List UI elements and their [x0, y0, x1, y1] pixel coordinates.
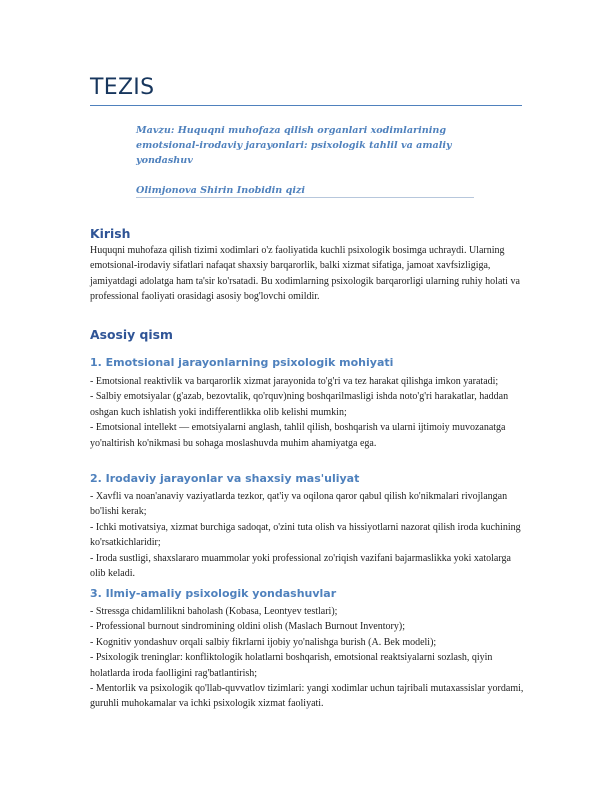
- list-item: - Psixologik treninglar: konfliktologik holatlarni boshqarish, emotsional reaktsiyalarni sozlash, qiyin holatlarda iroda faolligini rag'batlantirish;: [90, 652, 493, 679]
- intro-paragraph: Huquqni muhofaza qilish tizimi xodimlari o'z faoliyatida kuchli psixologik bosimga uchraydi. Ularning emotsional-irodaviy sifatlari nafaqat shaxsiy barqarorlik, balki xizmat sifatiga, jamoat xavfsizligiga, jamiyatdagi adolatga ham ta'sir ko'rsatadi. Bu xodimlarning psixologik barqarorligi ularning ruhiy holati va professional faoliyati orasidagi asosiy bog'lovchi omildir.: [90, 245, 520, 303]
- intro-heading: Kirish: [90, 226, 131, 241]
- list-item: - Kognitiv yondashuv orqali salbiy fikrlarni ijobiy yo'nalishga burish (A. Bek modeli);: [90, 636, 437, 648]
- document-title: TEZIS: [90, 75, 155, 100]
- list-item: - Xavfli va noan'anaviy vaziyatlarda tezkor, qat'iy va oqilona qaror qabul qilish ko'nikmalari rivojlangan bo'lishi kerak;: [90, 491, 508, 518]
- meta-divider: [136, 197, 474, 198]
- list-item: - Salbiy emotsiyalar (g'azab, bezovtalik, qo'rquv)ning boshqarilmasligi ishda noto'g'ri harakatlar, haddan oshgan kuch ishlatish yoki indifferentlikka olib kelishi mumkin;: [90, 391, 509, 418]
- author-name: Olimjonova Shirin Inobidin qizi: [136, 185, 306, 196]
- list-item: - Professional burnout sindromining oldini olish (Maslach Burnout Inventory);: [90, 621, 405, 633]
- section-heading-3: 3. Ilmiy-amaliy psixologik yondashuvlar: [90, 587, 337, 600]
- section-heading-2: 2. Irodaviy jarayonlar va shaxsiy mas'uliyat: [90, 472, 360, 485]
- list-item: - Emotsional intellekt — emotsiyalarni anglash, tahlil qilish, boshqarish va ularni ijtimoiy muvozanatga yo'naltirish ko'nikmasi bu sohaga moslashuvda muhim ahamiyatga ega.: [90, 422, 506, 449]
- list-item: - Emotsional reaktivlik va barqarorlik xizmat jarayonida to'g'ri va tez harakat qilishga imkon yaratadi;: [90, 376, 499, 387]
- list-item: - Stressga chidamlilikni baholash (Kobasa, Leontyev testlari);: [90, 606, 338, 617]
- topic-line: Mavzu: Huquqni muhofaza qilish organlari xodimlarining emotsional-irodaviy jarayonlari: psixologik tahlil va amaliy yondashuv: [136, 125, 452, 166]
- section-list-3: [90, 604, 524, 712]
- title-divider: [90, 105, 522, 106]
- main-heading: Asosiy qism: [90, 327, 173, 342]
- section-list-2: [90, 489, 524, 581]
- section-list-1: [90, 374, 524, 451]
- list-item: - Ichki motivatsiya, xizmat burchiga sadoqat, o'zini tuta olish va hissiyotlarni nazorat qilish iroda kuchining ko'rsatkichlaridir;: [90, 521, 521, 549]
- list-item: - Mentorlik va psixologik qo'llab-quvvatlov tizimlari: yangi xodimlar uchun tajribali mutaxassislar yordami, guruhli muhokamalar va ichki psixologik xizmat faoliyati.: [90, 683, 524, 710]
- section-heading-1: 1. Emotsional jarayonlarning psixologik mohiyati: [90, 356, 394, 369]
- document-meta: [136, 123, 476, 198]
- list-item: - Iroda sustligi, shaxslararo muammolar yoki professional zo'riqish vazifani bajarmaslikka yoki xatolarga olib keladi.: [90, 552, 511, 580]
